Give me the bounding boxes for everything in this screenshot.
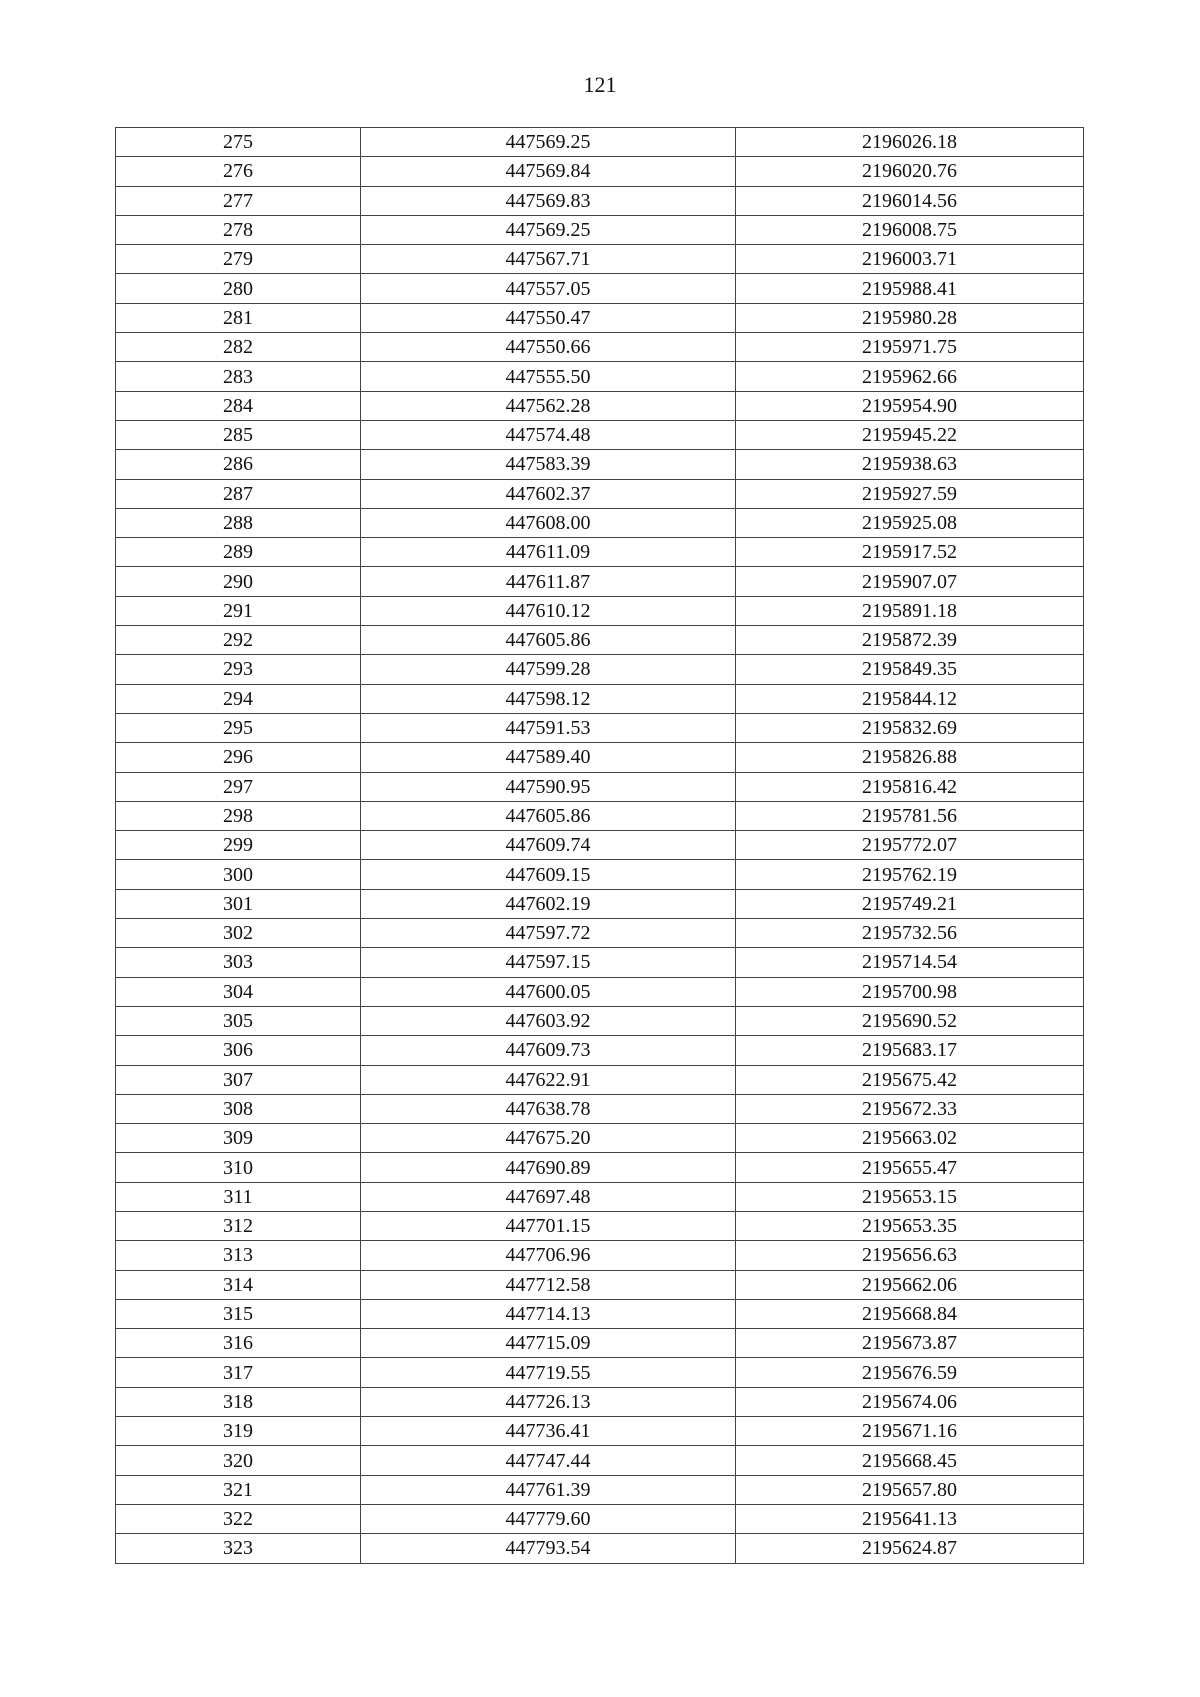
point-number-cell: 286 <box>116 450 361 479</box>
point-number-cell: 302 <box>116 919 361 948</box>
table-row <box>116 1475 1084 1504</box>
x-coordinate-cell: 447609.74 <box>361 831 736 860</box>
x-coordinate-cell: 447555.50 <box>361 362 736 391</box>
x-coordinate-cell: 447611.09 <box>361 538 736 567</box>
y-coordinate-cell: 2195656.63 <box>736 1241 1084 1270</box>
x-coordinate-cell: 447714.13 <box>361 1299 736 1328</box>
x-coordinate-cell: 447562.28 <box>361 391 736 420</box>
y-coordinate-cell: 2195832.69 <box>736 713 1084 742</box>
point-number-cell: 297 <box>116 772 361 801</box>
point-number-cell: 310 <box>116 1153 361 1182</box>
point-number-cell: 282 <box>116 333 361 362</box>
y-coordinate-cell: 2195655.47 <box>736 1153 1084 1182</box>
table-row <box>116 128 1084 157</box>
table-row <box>116 889 1084 918</box>
y-coordinate-cell: 2195641.13 <box>736 1504 1084 1533</box>
point-number-cell: 308 <box>116 1094 361 1123</box>
table-row <box>116 420 1084 449</box>
y-coordinate-cell: 2196003.71 <box>736 245 1084 274</box>
y-coordinate-cell: 2195668.84 <box>736 1299 1084 1328</box>
table-row <box>116 391 1084 420</box>
x-coordinate-cell: 447599.28 <box>361 655 736 684</box>
y-coordinate-cell: 2195653.35 <box>736 1211 1084 1240</box>
point-number-cell: 300 <box>116 860 361 889</box>
table-row <box>116 1006 1084 1035</box>
table-row <box>116 215 1084 244</box>
y-coordinate-cell: 2195971.75 <box>736 333 1084 362</box>
y-coordinate-cell: 2195872.39 <box>736 626 1084 655</box>
table-row <box>116 713 1084 742</box>
x-coordinate-cell: 447550.47 <box>361 303 736 332</box>
y-coordinate-cell: 2195762.19 <box>736 860 1084 889</box>
x-coordinate-cell: 447706.96 <box>361 1241 736 1270</box>
y-coordinate-cell: 2195624.87 <box>736 1534 1084 1563</box>
x-coordinate-cell: 447569.25 <box>361 215 736 244</box>
y-coordinate-cell: 2195672.33 <box>736 1094 1084 1123</box>
table-row <box>116 919 1084 948</box>
point-number-cell: 321 <box>116 1475 361 1504</box>
table-row <box>116 772 1084 801</box>
y-coordinate-cell: 2195653.15 <box>736 1182 1084 1211</box>
point-number-cell: 301 <box>116 889 361 918</box>
y-coordinate-cell: 2195675.42 <box>736 1065 1084 1094</box>
x-coordinate-cell: 447602.37 <box>361 479 736 508</box>
table-row <box>116 245 1084 274</box>
page-number: 121 <box>583 72 617 97</box>
point-number-cell: 317 <box>116 1358 361 1387</box>
point-number-cell: 315 <box>116 1299 361 1328</box>
x-coordinate-cell: 447591.53 <box>361 713 736 742</box>
y-coordinate-cell: 2195668.45 <box>736 1446 1084 1475</box>
table-row <box>116 450 1084 479</box>
point-number-cell: 303 <box>116 948 361 977</box>
point-number-cell: 275 <box>116 128 361 157</box>
y-coordinate-cell: 2196020.76 <box>736 157 1084 186</box>
x-coordinate-cell: 447567.71 <box>361 245 736 274</box>
y-coordinate-cell: 2195732.56 <box>736 919 1084 948</box>
point-number-cell: 284 <box>116 391 361 420</box>
table-row <box>116 1534 1084 1563</box>
table-row <box>116 1182 1084 1211</box>
x-coordinate-cell: 447701.15 <box>361 1211 736 1240</box>
y-coordinate-cell: 2195826.88 <box>736 743 1084 772</box>
y-coordinate-cell: 2195938.63 <box>736 450 1084 479</box>
y-coordinate-cell: 2196026.18 <box>736 128 1084 157</box>
y-coordinate-cell: 2195683.17 <box>736 1036 1084 1065</box>
point-number-cell: 296 <box>116 743 361 772</box>
y-coordinate-cell: 2195891.18 <box>736 596 1084 625</box>
x-coordinate-cell: 447690.89 <box>361 1153 736 1182</box>
table-row <box>116 1211 1084 1240</box>
point-number-cell: 306 <box>116 1036 361 1065</box>
table-row <box>116 1270 1084 1299</box>
point-number-cell: 316 <box>116 1329 361 1358</box>
x-coordinate-cell: 447608.00 <box>361 508 736 537</box>
x-coordinate-cell: 447597.72 <box>361 919 736 948</box>
point-number-cell: 294 <box>116 684 361 713</box>
x-coordinate-cell: 447557.05 <box>361 274 736 303</box>
x-coordinate-cell: 447747.44 <box>361 1446 736 1475</box>
y-coordinate-cell: 2195700.98 <box>736 977 1084 1006</box>
table-row <box>116 801 1084 830</box>
table-row <box>116 1504 1084 1533</box>
x-coordinate-cell: 447712.58 <box>361 1270 736 1299</box>
table-row <box>116 567 1084 596</box>
table-row <box>116 948 1084 977</box>
point-number-cell: 287 <box>116 479 361 508</box>
table-row <box>116 626 1084 655</box>
table-row <box>116 274 1084 303</box>
table-row <box>116 333 1084 362</box>
point-number-cell: 279 <box>116 245 361 274</box>
table-row <box>116 977 1084 1006</box>
table-row <box>116 1153 1084 1182</box>
table-row <box>116 303 1084 332</box>
table-row <box>116 508 1084 537</box>
y-coordinate-cell: 2195663.02 <box>736 1124 1084 1153</box>
y-coordinate-cell: 2195917.52 <box>736 538 1084 567</box>
y-coordinate-cell: 2195674.06 <box>736 1387 1084 1416</box>
x-coordinate-cell: 447574.48 <box>361 420 736 449</box>
table-row <box>116 157 1084 186</box>
x-coordinate-cell: 447610.12 <box>361 596 736 625</box>
y-coordinate-cell: 2195849.35 <box>736 655 1084 684</box>
x-coordinate-cell: 447793.54 <box>361 1534 736 1563</box>
point-number-cell: 309 <box>116 1124 361 1153</box>
y-coordinate-cell: 2195925.08 <box>736 508 1084 537</box>
point-number-cell: 312 <box>116 1211 361 1240</box>
point-number-cell: 313 <box>116 1241 361 1270</box>
point-number-cell: 314 <box>116 1270 361 1299</box>
table-row <box>116 362 1084 391</box>
y-coordinate-cell: 2195962.66 <box>736 362 1084 391</box>
x-coordinate-cell: 447715.09 <box>361 1329 736 1358</box>
point-number-cell: 295 <box>116 713 361 742</box>
y-coordinate-cell: 2195988.41 <box>736 274 1084 303</box>
y-coordinate-cell: 2195676.59 <box>736 1358 1084 1387</box>
y-coordinate-cell: 2195714.54 <box>736 948 1084 977</box>
table-row <box>116 479 1084 508</box>
y-coordinate-cell: 2195657.80 <box>736 1475 1084 1504</box>
x-coordinate-cell: 447761.39 <box>361 1475 736 1504</box>
x-coordinate-cell: 447638.78 <box>361 1094 736 1123</box>
coordinate-table <box>115 127 1084 1564</box>
point-number-cell: 322 <box>116 1504 361 1533</box>
point-number-cell: 320 <box>116 1446 361 1475</box>
x-coordinate-cell: 447602.19 <box>361 889 736 918</box>
y-coordinate-cell: 2195954.90 <box>736 391 1084 420</box>
table-row <box>116 1358 1084 1387</box>
x-coordinate-cell: 447736.41 <box>361 1417 736 1446</box>
y-coordinate-cell: 2195844.12 <box>736 684 1084 713</box>
point-number-cell: 290 <box>116 567 361 596</box>
point-number-cell: 283 <box>116 362 361 391</box>
point-number-cell: 281 <box>116 303 361 332</box>
y-coordinate-cell: 2195690.52 <box>736 1006 1084 1035</box>
table-row <box>116 684 1084 713</box>
x-coordinate-cell: 447609.15 <box>361 860 736 889</box>
x-coordinate-cell: 447697.48 <box>361 1182 736 1211</box>
y-coordinate-cell: 2195816.42 <box>736 772 1084 801</box>
x-coordinate-cell: 447583.39 <box>361 450 736 479</box>
x-coordinate-cell: 447550.66 <box>361 333 736 362</box>
table-row <box>116 743 1084 772</box>
x-coordinate-cell: 447590.95 <box>361 772 736 801</box>
x-coordinate-cell: 447600.05 <box>361 977 736 1006</box>
x-coordinate-cell: 447622.91 <box>361 1065 736 1094</box>
point-number-cell: 298 <box>116 801 361 830</box>
table-row <box>116 860 1084 889</box>
point-number-cell: 299 <box>116 831 361 860</box>
y-coordinate-cell: 2196008.75 <box>736 215 1084 244</box>
y-coordinate-cell: 2195662.06 <box>736 1270 1084 1299</box>
table-row <box>116 596 1084 625</box>
x-coordinate-cell: 447726.13 <box>361 1387 736 1416</box>
table-row <box>116 1094 1084 1123</box>
y-coordinate-cell: 2195781.56 <box>736 801 1084 830</box>
table-row <box>116 538 1084 567</box>
point-number-cell: 304 <box>116 977 361 1006</box>
x-coordinate-cell: 447589.40 <box>361 743 736 772</box>
x-coordinate-cell: 447597.15 <box>361 948 736 977</box>
point-number-cell: 280 <box>116 274 361 303</box>
x-coordinate-cell: 447569.84 <box>361 157 736 186</box>
table-row <box>116 1446 1084 1475</box>
point-number-cell: 288 <box>116 508 361 537</box>
table-row <box>116 1124 1084 1153</box>
table-row <box>116 186 1084 215</box>
x-coordinate-cell: 447779.60 <box>361 1504 736 1533</box>
table-row <box>116 1036 1084 1065</box>
x-coordinate-cell: 447598.12 <box>361 684 736 713</box>
table-row <box>116 1241 1084 1270</box>
point-number-cell: 318 <box>116 1387 361 1416</box>
y-coordinate-cell: 2195673.87 <box>736 1329 1084 1358</box>
table-row <box>116 655 1084 684</box>
x-coordinate-cell: 447569.25 <box>361 128 736 157</box>
x-coordinate-cell: 447609.73 <box>361 1036 736 1065</box>
x-coordinate-cell: 447605.86 <box>361 801 736 830</box>
y-coordinate-cell: 2195945.22 <box>736 420 1084 449</box>
table-row <box>116 1299 1084 1328</box>
x-coordinate-cell: 447569.83 <box>361 186 736 215</box>
point-number-cell: 276 <box>116 157 361 186</box>
table-row <box>116 831 1084 860</box>
y-coordinate-cell: 2196014.56 <box>736 186 1084 215</box>
y-coordinate-cell: 2195749.21 <box>736 889 1084 918</box>
point-number-cell: 277 <box>116 186 361 215</box>
table-row <box>116 1065 1084 1094</box>
point-number-cell: 319 <box>116 1417 361 1446</box>
point-number-cell: 285 <box>116 420 361 449</box>
coordinate-table-body <box>116 128 1084 1564</box>
x-coordinate-cell: 447675.20 <box>361 1124 736 1153</box>
table-row <box>116 1329 1084 1358</box>
x-coordinate-cell: 447605.86 <box>361 626 736 655</box>
point-number-cell: 311 <box>116 1182 361 1211</box>
table-row <box>116 1387 1084 1416</box>
point-number-cell: 291 <box>116 596 361 625</box>
y-coordinate-cell: 2195980.28 <box>736 303 1084 332</box>
table-row <box>116 1417 1084 1446</box>
x-coordinate-cell: 447611.87 <box>361 567 736 596</box>
x-coordinate-cell: 447603.92 <box>361 1006 736 1035</box>
point-number-cell: 293 <box>116 655 361 684</box>
point-number-cell: 305 <box>116 1006 361 1035</box>
y-coordinate-cell: 2195927.59 <box>736 479 1084 508</box>
y-coordinate-cell: 2195907.07 <box>736 567 1084 596</box>
point-number-cell: 323 <box>116 1534 361 1563</box>
y-coordinate-cell: 2195671.16 <box>736 1417 1084 1446</box>
point-number-cell: 278 <box>116 215 361 244</box>
point-number-cell: 307 <box>116 1065 361 1094</box>
point-number-cell: 289 <box>116 538 361 567</box>
y-coordinate-cell: 2195772.07 <box>736 831 1084 860</box>
x-coordinate-cell: 447719.55 <box>361 1358 736 1387</box>
point-number-cell: 292 <box>116 626 361 655</box>
